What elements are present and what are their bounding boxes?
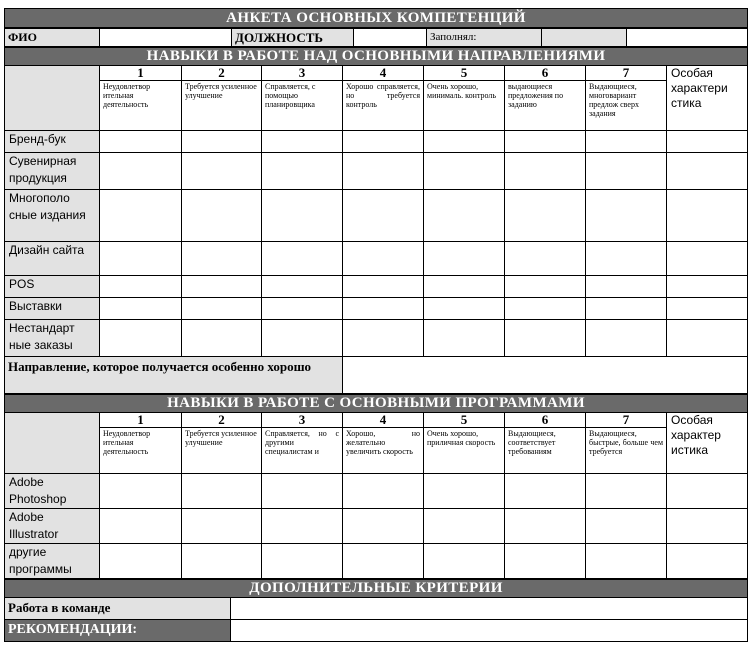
rating-cell[interactable] — [262, 298, 343, 320]
special-cell[interactable] — [667, 544, 748, 579]
rating-cell[interactable] — [100, 276, 182, 298]
level-num: 2 — [182, 413, 262, 428]
level-desc: Очень хорошо, минималь. контроль — [424, 81, 505, 131]
level-num: 4 — [343, 66, 424, 81]
row-label: Adobe Illustrator — [5, 509, 100, 544]
teamwork-label: Работа в команде — [5, 598, 231, 620]
rating-cell[interactable] — [100, 509, 182, 544]
level-num: 3 — [262, 66, 343, 81]
special-cell[interactable] — [667, 190, 748, 242]
special-characteristic-header: Особая характери стика — [667, 66, 748, 131]
corner-cell — [5, 66, 100, 131]
rating-cell[interactable] — [262, 131, 343, 153]
special-cell[interactable] — [667, 509, 748, 544]
rating-cell[interactable] — [262, 474, 343, 509]
rating-cell[interactable] — [424, 474, 505, 509]
best-direction-field[interactable] — [343, 357, 748, 394]
rating-cell[interactable] — [262, 544, 343, 579]
level-num: 1 — [100, 66, 182, 81]
rating-cell[interactable] — [424, 190, 505, 242]
special-cell[interactable] — [667, 153, 748, 190]
row-label: Adobe Photoshop — [5, 474, 100, 509]
rating-cell[interactable] — [505, 509, 586, 544]
filled-by-label: Заполнял: — [427, 29, 542, 47]
position-label: ДОЛЖНОСТЬ — [232, 29, 354, 47]
level-num: 2 — [182, 66, 262, 81]
row-label: Выставки — [5, 298, 100, 320]
special-cell[interactable] — [667, 298, 748, 320]
level-num: 6 — [505, 66, 586, 81]
rating-cell[interactable] — [586, 320, 667, 357]
rating-cell[interactable] — [262, 190, 343, 242]
rating-cell[interactable] — [262, 320, 343, 357]
rating-cell[interactable] — [182, 153, 262, 190]
row-label: Многополо сные издания — [5, 190, 100, 242]
level-desc: выдающиеся предложения по заданию — [505, 81, 586, 131]
rating-cell[interactable] — [424, 131, 505, 153]
special-cell[interactable] — [667, 474, 748, 509]
rating-cell[interactable] — [100, 190, 182, 242]
level-num: 5 — [424, 66, 505, 81]
rating-cell[interactable] — [100, 298, 182, 320]
rating-cell[interactable] — [505, 153, 586, 190]
rating-cell[interactable] — [100, 153, 182, 190]
level-desc: Справляется, но с другими специалистам и — [262, 428, 343, 474]
rating-cell[interactable] — [343, 320, 424, 357]
rating-cell[interactable] — [182, 242, 262, 276]
special-cell[interactable] — [667, 276, 748, 298]
level-num: 7 — [586, 66, 667, 81]
level-desc: Очень хорошо, приличная скорость — [424, 428, 505, 474]
best-direction-label: Направление, которое получается особенно хорошо — [5, 357, 343, 394]
level-desc: Выдающиеся, быстрые, больше чем требуется — [586, 428, 667, 474]
level-desc: Требуется усиленное улучшение — [182, 428, 262, 474]
level-num: 4 — [343, 413, 424, 428]
level-desc: Выдающиеся, многовариант предлож сверх задания — [586, 81, 667, 131]
special-cell[interactable] — [667, 131, 748, 153]
rating-cell[interactable] — [182, 276, 262, 298]
rating-cell[interactable] — [262, 509, 343, 544]
rating-cell[interactable] — [343, 544, 424, 579]
rating-cell[interactable] — [586, 190, 667, 242]
header-blank — [627, 29, 748, 47]
level-num: 5 — [424, 413, 505, 428]
rating-cell[interactable] — [586, 298, 667, 320]
fio-field[interactable] — [100, 29, 232, 47]
special-characteristic-header: Особая характер истика — [667, 413, 748, 474]
rating-cell[interactable] — [505, 298, 586, 320]
rating-cell[interactable] — [586, 153, 667, 190]
rating-cell[interactable] — [182, 474, 262, 509]
rating-cell[interactable] — [100, 474, 182, 509]
rating-cell[interactable] — [586, 509, 667, 544]
rating-cell[interactable] — [424, 276, 505, 298]
rating-cell[interactable] — [505, 131, 586, 153]
rating-cell[interactable] — [100, 131, 182, 153]
rating-cell[interactable] — [262, 153, 343, 190]
rating-cell[interactable] — [424, 153, 505, 190]
level-desc: Справляется, с помощью планировщика — [262, 81, 343, 131]
directions-table — [4, 47, 748, 394]
row-label: другие программы — [5, 544, 100, 579]
rating-cell[interactable] — [586, 131, 667, 153]
form-title: АНКЕТА ОСНОВНЫХ КОМПЕТЕНЦИЙ — [5, 9, 748, 28]
competency-table — [4, 8, 748, 28]
filled-by-field[interactable] — [542, 29, 627, 47]
level-desc: Неудовлетвор ительная деятельность — [100, 81, 182, 131]
section3-title: ДОПОЛНИТЕЛЬНЫЕ КРИТЕРИИ — [5, 580, 748, 598]
row-label: Сувенирная продукция — [5, 153, 100, 190]
programs-table — [4, 394, 748, 579]
rating-cell[interactable] — [343, 242, 424, 276]
corner-cell — [5, 413, 100, 474]
rating-cell[interactable] — [586, 276, 667, 298]
rating-cell[interactable] — [182, 509, 262, 544]
rating-cell[interactable] — [182, 298, 262, 320]
rating-cell[interactable] — [505, 474, 586, 509]
rating-cell[interactable] — [586, 242, 667, 276]
rating-cell[interactable] — [343, 153, 424, 190]
rating-cell[interactable] — [505, 276, 586, 298]
rating-cell[interactable] — [182, 320, 262, 357]
level-num: 3 — [262, 413, 343, 428]
header-table — [4, 28, 748, 47]
position-field[interactable] — [354, 29, 427, 47]
rating-cell[interactable] — [505, 190, 586, 242]
rating-cell[interactable] — [343, 190, 424, 242]
level-num: 1 — [100, 413, 182, 428]
rating-cell[interactable] — [100, 320, 182, 357]
rating-cell[interactable] — [424, 509, 505, 544]
rating-cell[interactable] — [505, 320, 586, 357]
rating-cell[interactable] — [182, 544, 262, 579]
rating-cell[interactable] — [424, 320, 505, 357]
section1-title: НАВЫКИ В РАБОТЕ НАД ОСНОВНЫМИ НАПРАВЛЕНИЯМИ — [5, 48, 748, 66]
row-label: POS — [5, 276, 100, 298]
level-desc: Хорошо, но желательно увеличить скорость — [343, 428, 424, 474]
rating-cell[interactable] — [100, 242, 182, 276]
rating-cell[interactable] — [505, 242, 586, 276]
rating-cell[interactable] — [586, 544, 667, 579]
level-desc: Выдающиеся, соответствует требованиям — [505, 428, 586, 474]
recommendations-field[interactable] — [231, 620, 748, 642]
rating-cell[interactable] — [343, 298, 424, 320]
rating-cell[interactable] — [505, 544, 586, 579]
rating-cell[interactable] — [343, 474, 424, 509]
rating-cell[interactable] — [182, 131, 262, 153]
rating-cell[interactable] — [343, 509, 424, 544]
row-label: Нестандарт ные заказы — [5, 320, 100, 357]
level-num: 7 — [586, 413, 667, 428]
rating-cell[interactable] — [343, 131, 424, 153]
rating-cell[interactable] — [262, 276, 343, 298]
level-desc: Хорошо справляется, но требуется контроль — [343, 81, 424, 131]
rating-cell[interactable] — [343, 276, 424, 298]
special-cell[interactable] — [667, 320, 748, 357]
level-desc: Неудовлетвор ительная деятельность — [100, 428, 182, 474]
level-desc: Требуется усиленное улучшение — [182, 81, 262, 131]
rating-cell[interactable] — [586, 474, 667, 509]
rating-cell[interactable] — [424, 242, 505, 276]
recommendations-label: РЕКОМЕНДАЦИИ: — [5, 620, 231, 642]
rating-cell[interactable] — [182, 190, 262, 242]
rating-cell[interactable] — [262, 242, 343, 276]
level-num: 6 — [505, 413, 586, 428]
special-cell[interactable] — [667, 242, 748, 276]
teamwork-field[interactable] — [231, 598, 748, 620]
fio-label: ФИО — [5, 29, 100, 47]
rating-cell[interactable] — [424, 298, 505, 320]
row-label: Бренд-бук — [5, 131, 100, 153]
rating-cell[interactable] — [100, 544, 182, 579]
extra-criteria-table — [4, 579, 748, 642]
row-label: Дизайн сайта — [5, 242, 100, 276]
section2-title: НАВЫКИ В РАБОТЕ С ОСНОВНЫМИ ПРОГРАММАМИ — [5, 395, 748, 413]
rating-cell[interactable] — [424, 544, 505, 579]
